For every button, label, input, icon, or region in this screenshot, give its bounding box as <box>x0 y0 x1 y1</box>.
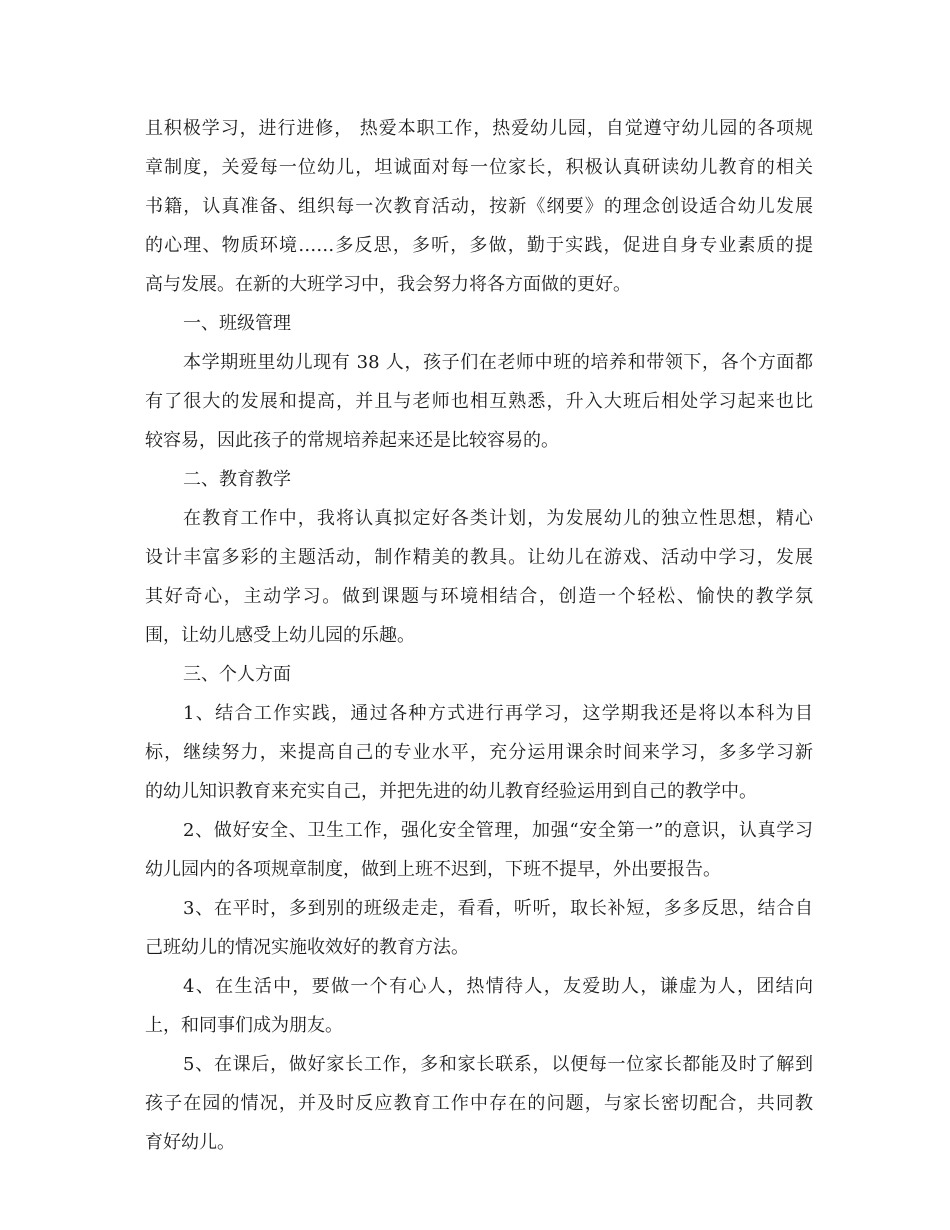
text-line: 标，继续努力，来提高自己的专业水平，充分运用课余时间来学习，多多学习新 <box>145 742 813 763</box>
section-heading-personal: 三、个人方面 <box>183 664 291 685</box>
text-line: 且积极学习，进行进修， 热爱本职工作，热爱幼儿园，自觉遵守幼儿园的各项规 <box>145 118 813 139</box>
text-line: 上，和同事们成为朋友。 <box>145 1015 343 1036</box>
teaching-paragraph <box>145 504 813 651</box>
section-heading-teaching: 二、教育教学 <box>183 469 291 490</box>
text-line: 孩子在园的情况，并及时反应教育工作中存在的问题，与家长密切配合，共同教 <box>145 1093 813 1114</box>
personal-item-3 <box>145 894 813 963</box>
text-line: 2、做好安全、卫生工作，强化安全管理，加强“安全第一”的意识，认真学习 <box>183 820 813 841</box>
text-line: 幼儿园内的各项规章制度，做到上班不迟到，下班不提早，外出要报告。 <box>145 859 721 880</box>
text-line: 较容易，因此孩子的常规培养起来还是比较容易的。 <box>145 430 559 451</box>
text-line: 育好幼儿。 <box>145 1132 235 1153</box>
text-line: 己班幼儿的情况实施收效好的教育方法。 <box>145 937 469 958</box>
text-line: 1、结合工作实践，通过各种方式进行再学习，这学期我还是将以本科为目 <box>183 703 813 724</box>
text-line: 有了很大的发展和提高，并且与老师也相互熟悉，升入大班后相处学习起来也比 <box>145 391 813 412</box>
text-line: 5、在课后，做好家长工作，多和家长联系，以便每一位家长都能及时了解到 <box>183 1054 813 1075</box>
text-line: 高与发展。在新的大班学习中，我会努力将各方面做的更好。 <box>145 274 631 295</box>
text-line: 3、在平时，多到别的班级走走，看看，听听，取长补短，多多反思，结合自 <box>183 898 813 919</box>
personal-item-5 <box>145 1050 813 1158</box>
text-line: 的心理、物质环境……多反思，多听，多做，勤于实践，促进自身专业素质的提 <box>145 235 813 256</box>
personal-item-2 <box>145 816 813 885</box>
text-line: 本学期班里幼儿现有 38 人，孩子们在老师中班的培养和带领下，各个方面都 <box>183 352 813 373</box>
text-line: 书籍，认真准备、组织每一次教育活动，按新《纲要》的理念创设适合幼儿发展 <box>145 196 813 217</box>
section-heading-class-management: 一、班级管理 <box>183 313 291 334</box>
personal-item-4 <box>145 972 813 1041</box>
intro-paragraph <box>145 114 813 300</box>
text-line: 章制度，关爱每一位幼儿，坦诚面对每一位家长，积极认真研读幼儿教育的相关 <box>145 157 813 178</box>
personal-item-1 <box>145 699 813 807</box>
text-line: 其好奇心，主动学习。做到课题与环境相结合，创造一个轻松、愉快的教学氛 <box>145 586 813 607</box>
text-line: 围，让幼儿感受上幼儿园的乐趣。 <box>145 625 415 646</box>
text-line: 设计丰富多彩的主题活动，制作精美的教具。让幼儿在游戏、活动中学习，发展 <box>145 547 813 568</box>
text-line: 在教育工作中，我将认真拟定好各类计划，为发展幼儿的独立性思想，精心 <box>183 508 813 529</box>
document-body <box>145 114 813 1158</box>
text-line: 的幼儿知识教育来充实自己，并把先进的幼儿教育经验运用到自己的教学中。 <box>145 781 757 802</box>
class-management-paragraph <box>145 348 813 456</box>
text-line: 4、在生活中，要做一个有心人，热情待人，友爱助人，谦虚为人，团结向 <box>183 976 813 997</box>
